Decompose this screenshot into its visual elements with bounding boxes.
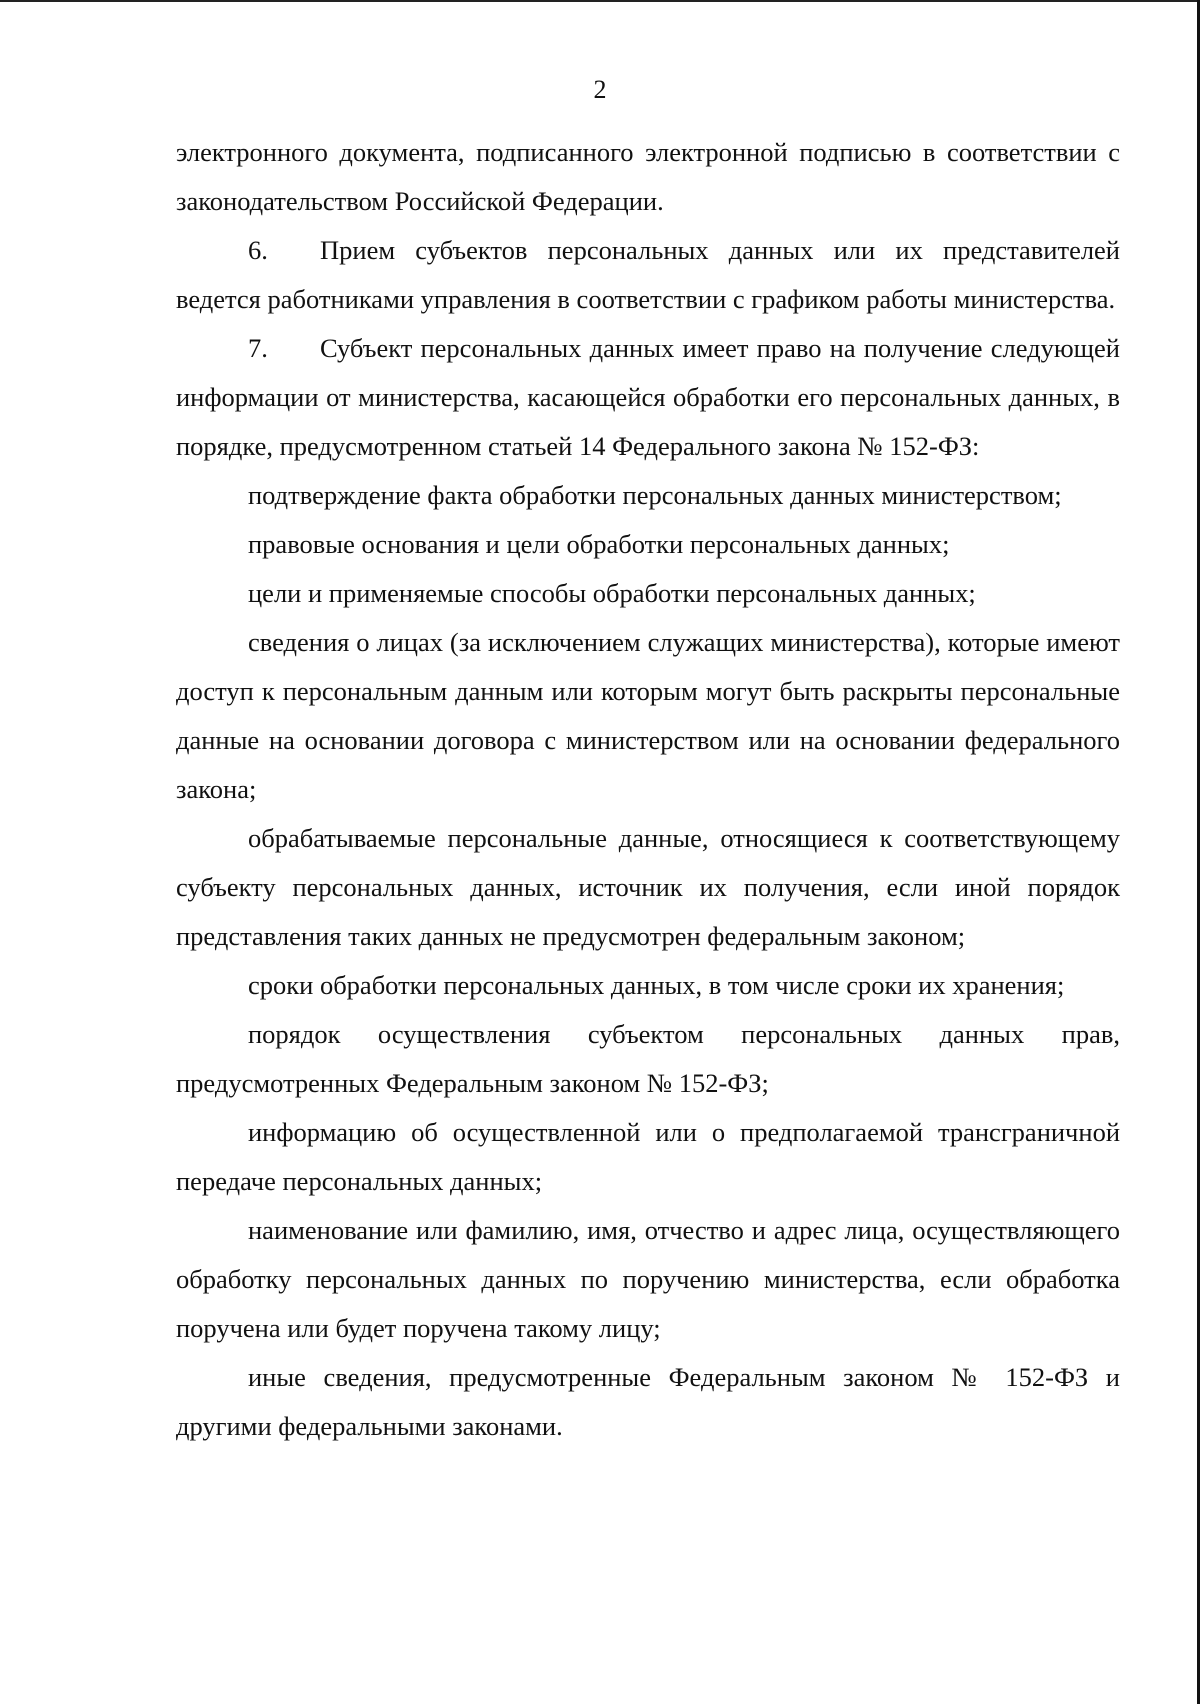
list-item-8: информацию об осуществленной или о предполагаемой трансграничной передаче персональных данных; (176, 1117, 1120, 1196)
list-item-5: обрабатываемые персональные данные, относящиеся к соответствующему субъекту персональных данных, источник их получения, если иной порядок представления таких данных не предусмотрен федеральным законом; (176, 823, 1120, 951)
list-item-7: порядок осуществления субъектом персональных данных прав, предусмотренных Федеральным законом № 152-ФЗ; (176, 1019, 1120, 1098)
paragraph-continuation: электронного документа, подписанного электронной подписью в соответствии с законодательством Российской Федерации. (176, 137, 1120, 216)
list-item-1: подтверждение факта обработки персональных данных министерством; (248, 480, 1062, 510)
scan-edge-top (0, 0, 1200, 2)
list-item-9: наименование или фамилию, имя, отчество и адрес лица, осуществляющего обработку персональных данных по поручению министерства, если обработка поручена или будет поручена такому лицу; (176, 1215, 1120, 1343)
document-body (176, 128, 1120, 1451)
paragraph-7-text: Субъект персональных данных имеет право на получение следующей информации от министерства, касающейся обработки его персональных данных, в порядке, предусмотренном статьей 14 Федерального закона № 152-ФЗ: (176, 333, 1120, 461)
paragraph-6 (176, 226, 1120, 324)
paragraph-7-number: 7. (248, 333, 268, 363)
list-item-6: сроки обработки персональных данных, в том числе сроки их хранения; (248, 970, 1065, 1000)
paragraph-6-number: 6. (248, 235, 268, 265)
list-item-2: правовые основания и цели обработки персональных данных; (248, 529, 950, 559)
page-number: 2 (593, 75, 607, 104)
list-item-3: цели и применяемые способы обработки персональных данных; (248, 578, 976, 608)
paragraph-7 (176, 324, 1120, 471)
paragraph-6-text: Прием субъектов персональных данных или их представителей ведется работниками управления в соответствии с графиком работы министерства. (176, 235, 1120, 314)
list-item-10: иные сведения, предусмотренные Федеральным законом № 152-ФЗ и другими федеральными законами. (176, 1362, 1120, 1441)
list-item-4: сведения о лицах (за исключением служащих министерства), которые имеют доступ к персональным данным или которым могут быть раскрыты персональные данные на основании договора с министерством или на основании федерального закона; (176, 627, 1120, 804)
